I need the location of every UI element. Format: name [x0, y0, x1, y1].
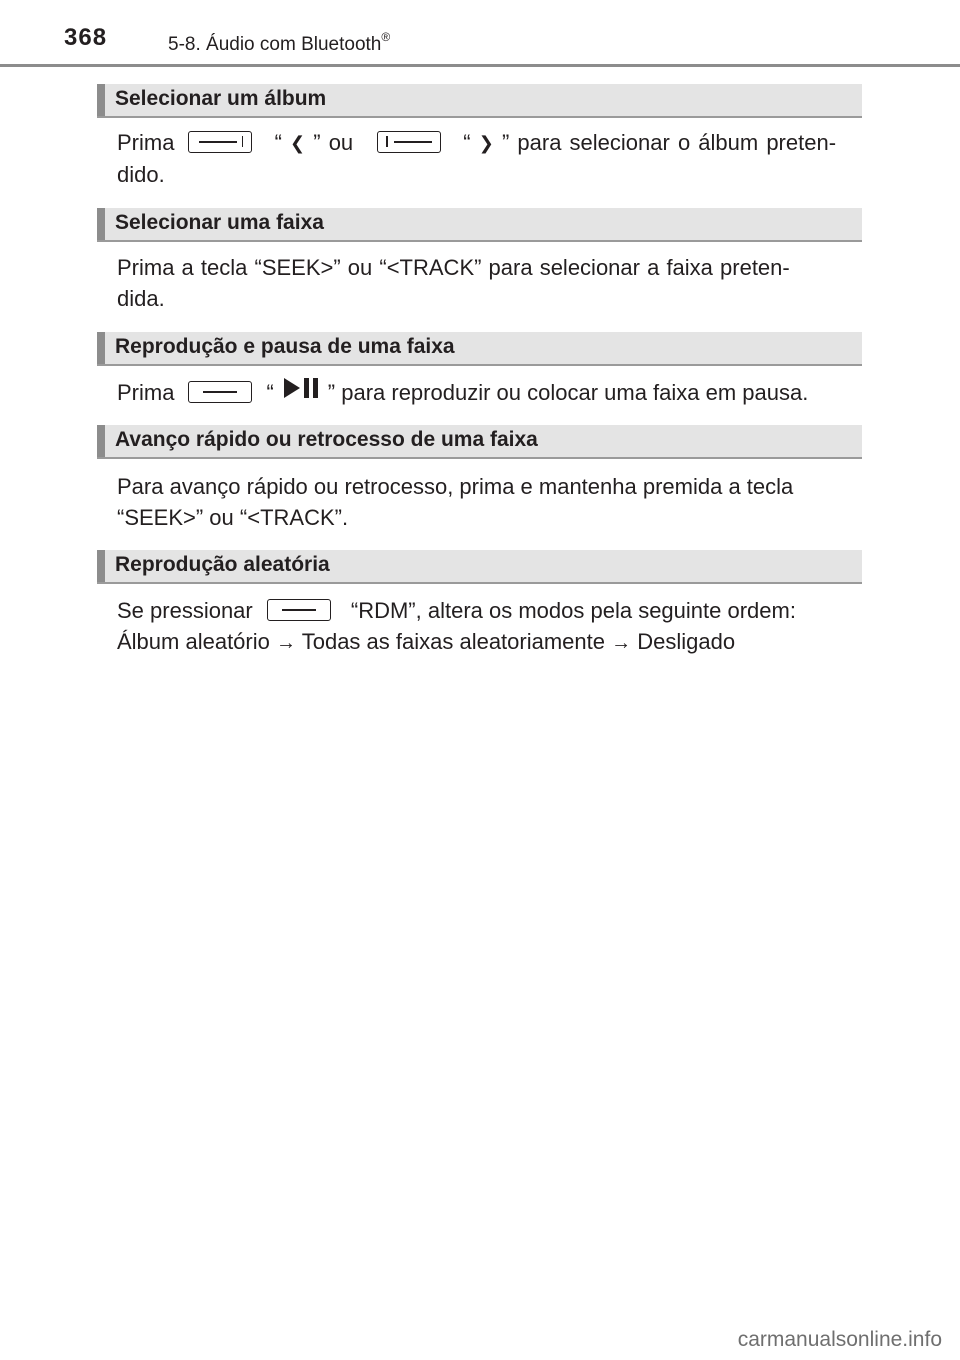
section-accent	[97, 332, 105, 364]
registered-mark: ®	[381, 30, 391, 44]
section-heading-random	[97, 550, 862, 584]
section-heading-select-album	[97, 84, 862, 118]
text-prefix: Se pressionar	[117, 598, 253, 623]
chapter-title	[168, 30, 390, 56]
quote-close-or: ” ou	[313, 130, 354, 155]
paragraph-fast-forward	[117, 471, 855, 533]
chevron-left-icon: ❮	[290, 133, 306, 153]
text-prefix: Prima	[117, 379, 175, 405]
section-heading-fast-forward	[97, 425, 862, 459]
section-accent	[97, 84, 105, 116]
quote-open: “	[463, 130, 471, 155]
steering-switch-icon	[188, 131, 252, 153]
text-line-2: dida.	[117, 286, 165, 311]
paragraph-select-track	[117, 252, 855, 314]
header-rule	[0, 64, 960, 67]
text-line-1: Para avanço rápido ou retrocesso, prima e mantenha premida a tecla	[117, 474, 794, 499]
text-line-1: Prima a tecla “SEEK>” ou “<TRACK” para selecionar a faixa preten-	[117, 255, 790, 280]
play-pause-icon	[280, 376, 322, 408]
paragraph-play-pause	[117, 376, 855, 412]
text-line-2: dido.	[117, 162, 165, 187]
mode-2: Todas as faixas aleatoriamente	[301, 629, 606, 654]
text-suffix: ” para reproduzir ou colocar uma faixa em pausa.	[327, 379, 809, 405]
section-title: Selecionar um álbum	[115, 87, 327, 110]
section-title: Selecionar uma faixa	[115, 211, 324, 234]
chevron-right-icon: ❯	[478, 133, 494, 153]
text-suffix: ” para selecionar o álbum preten-	[501, 130, 837, 155]
section-title: Reprodução e pausa de uma faixa	[115, 335, 455, 358]
arrow-right-icon: →	[611, 632, 632, 654]
chapter-title-text: 5-8. Áudio com Bluetooth	[168, 34, 382, 55]
section-heading-play-pause	[97, 332, 862, 366]
section-accent	[97, 550, 105, 582]
mode-1: Álbum aleatório	[117, 629, 270, 654]
mode-3: Desligado	[637, 629, 736, 654]
paragraph-random	[117, 595, 855, 659]
quote-open: “	[274, 130, 282, 155]
text-line-2: “SEEK>” ou “<TRACK”.	[117, 505, 349, 530]
steering-switch-icon	[188, 381, 252, 403]
section-heading-select-track	[97, 208, 862, 242]
quote-open: “	[266, 379, 274, 405]
section-accent	[97, 208, 105, 240]
text-prefix: Prima	[117, 130, 175, 155]
section-title: Reprodução aleatória	[115, 553, 330, 576]
steering-switch-icon	[267, 599, 331, 621]
paragraph-select-album	[117, 127, 855, 190]
section-accent	[97, 425, 105, 457]
section-title: Avanço rápido ou retrocesso de uma faixa	[115, 428, 538, 451]
arrow-right-icon: →	[276, 632, 296, 654]
page-number: 368	[64, 24, 108, 51]
page-header	[0, 0, 960, 70]
watermark: carmanualsonline.info	[737, 1328, 942, 1351]
text-suffix: “RDM”, altera os modos pela seguinte ordem:	[350, 598, 796, 623]
steering-switch-icon	[377, 131, 441, 153]
